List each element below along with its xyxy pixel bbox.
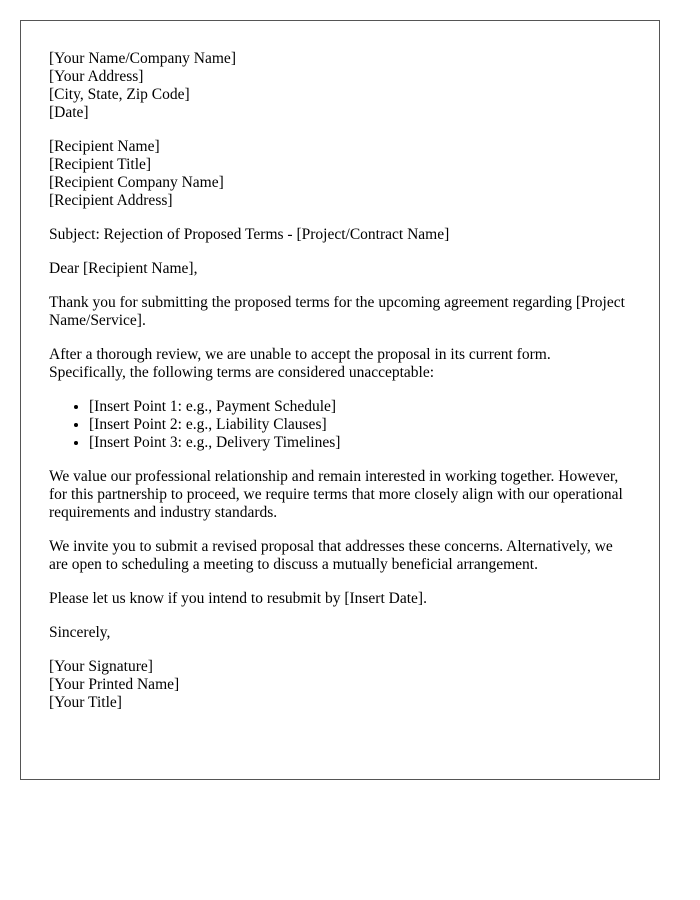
body-paragraph-5: Please let us know if you intend to resubmit by [Insert Date].: [49, 590, 427, 607]
sender-block: [49, 50, 631, 122]
recipient-title: [Recipient Title]: [49, 156, 152, 173]
sender-address: [Your Address]: [49, 68, 144, 85]
list-item: • [Insert Point 2: e.g., Liability Clauses]: [89, 416, 631, 434]
unacceptable-terms-list: [49, 398, 631, 452]
body-paragraph-4: We invite you to submit a revised proposal that addresses these concerns. Alternatively, we are open to scheduling a meeting to discuss a mutually beneficial arrangement.: [49, 538, 613, 573]
salutation: Dear [Recipient Name],: [49, 260, 198, 277]
list-item: • [Insert Point 3: e.g., Delivery Timelines]: [89, 434, 631, 452]
sender-city-state-zip: [City, State, Zip Code]: [49, 86, 190, 103]
recipient-address: [Recipient Address]: [49, 192, 173, 209]
recipient-block: [49, 138, 631, 210]
subject-line: Subject: Rejection of Proposed Terms - [Project/Contract Name]: [49, 226, 450, 243]
body-paragraph-1: Thank you for submitting the proposed terms for the upcoming agreement regarding [Project Name/Service].: [49, 294, 625, 329]
printed-name: [Your Printed Name]: [49, 676, 180, 693]
recipient-company: [Recipient Company Name]: [49, 174, 224, 191]
signature-block: [49, 658, 631, 712]
recipient-name: [Recipient Name]: [49, 138, 160, 155]
list-item: • [Insert Point 1: e.g., Payment Schedule]: [89, 398, 631, 416]
letter-date: [Date]: [49, 104, 89, 121]
closing: Sincerely,: [49, 624, 111, 641]
signature-placeholder: [Your Signature]: [49, 658, 153, 675]
body-paragraph-2: After a thorough review, we are unable to accept the proposal in its current form. Specifically, the following terms are considered unacceptable:: [49, 346, 551, 381]
letter-page: [20, 20, 660, 780]
body-paragraph-3: We value our professional relationship and remain interested in working together. However, for this partnership to proceed, we require terms that more closely align with our operational requirements and industry standards.: [49, 468, 623, 521]
sender-name: [Your Name/Company Name]: [49, 50, 236, 67]
signer-title: [Your Title]: [49, 694, 122, 711]
